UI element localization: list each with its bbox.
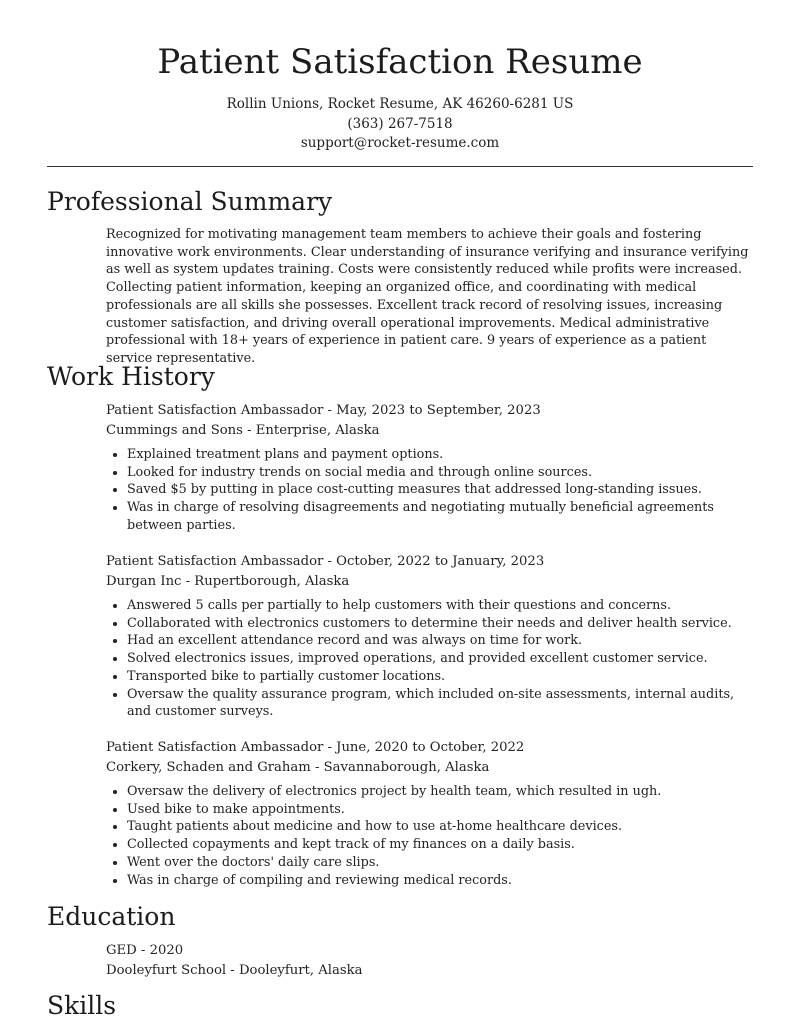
contact-address: Rollin Unions, Rocket Resume, AK 46260-6281 US [226, 96, 574, 112]
job-bullet-list [106, 446, 756, 535]
job-bullet-list [106, 783, 756, 889]
summary-text: Recognized for motivating management team members to achieve their goals and fostering innovative work environments. Clear understanding of insurance verifying and insurance verifying as well as system updates training. Costs were consistently reduced while profits were increased. Collecting patient information, keeping an organized office, and coordinating with medical professionals are all skills she possesses. Excellent track record of resolving issues, increasing customer satisfaction, and driving overall operational improvements. Medical administrative professional with 18+ years of experience in patient care. 9 years of experience as a patient service representative. [106, 227, 749, 366]
job-entry [106, 401, 756, 535]
job-bullet: • Collected copayments and kept track of my finances on a daily basis. [127, 836, 756, 854]
section-title-work-history: Work History [47, 362, 215, 391]
job-bullet: • Solved electronics issues, improved operations, and provided excellent customer service. [127, 650, 756, 668]
contact-block [0, 95, 800, 154]
header-divider [47, 166, 753, 167]
job-bullet: • Saved $5 by putting in place cost-cutting measures that addressed long-standing issues. [127, 481, 756, 499]
contact-email: support@rocket-resume.com [300, 135, 500, 151]
job-role-line: Patient Satisfaction Ambassador - June, 2020 to October, 2022 [106, 740, 525, 755]
job-bullet: • Was in charge of resolving disagreements and negotiating mutually beneficial agreements between parties. [127, 499, 756, 534]
education-degree-line: GED - 2020 [106, 943, 184, 958]
summary-block [106, 226, 756, 368]
job-bullet-list [106, 597, 756, 721]
contact-phone: (363) 267-7518 [347, 115, 453, 132]
job-bullet: • Was in charge of compiling and reviewing medical records. [127, 872, 756, 890]
job-role-line: Patient Satisfaction Ambassador - October, 2022 to January, 2023 [106, 554, 545, 569]
job-role-line: Patient Satisfaction Ambassador - May, 2023 to September, 2023 [106, 403, 541, 418]
job-bullet: • Looked for industry trends on social media and through online sources. [127, 464, 756, 482]
section-title-skills: Skills [47, 991, 117, 1020]
resume-title: Patient Satisfaction Resume [157, 42, 643, 82]
job-bullet: • Went over the doctors' daily care slips. [127, 854, 756, 872]
job-bullet: • Oversaw the quality assurance program, which included on-site assessments, internal audits, and customer surveys. [127, 686, 756, 721]
job-bullet: • Collaborated with electronics customers to determine their needs and deliver health service. [127, 615, 756, 633]
section-title-education: Education [47, 902, 176, 931]
job-bullet: • Answered 5 calls per partially to help customers with their questions and concerns. [127, 597, 756, 615]
resume-header [0, 0, 800, 154]
job-bullet: • Taught patients about medicine and how to use at-home healthcare devices. [127, 818, 756, 836]
job-bullet: • Used bike to make appointments. [127, 801, 756, 819]
job-entry [106, 738, 756, 889]
job-company-line: Durgan Inc - Rupertborough, Alaska [106, 573, 350, 589]
education-school-line: Dooleyfurt School - Dooleyfurt, Alaska [106, 962, 363, 978]
job-bullet: • Had an excellent attendance record and was always on time for work. [127, 632, 756, 650]
job-company-line: Corkery, Schaden and Graham - Savannaborough, Alaska [106, 759, 490, 775]
job-company-line: Cummings and Sons - Enterprise, Alaska [106, 422, 380, 438]
education-entry [106, 941, 756, 980]
job-bullet: • Oversaw the delivery of electronics project by health team, which resulted in ugh. [127, 783, 756, 801]
section-title-summary: Professional Summary [47, 187, 333, 216]
job-bullet: • Transported bike to partially customer locations. [127, 668, 756, 686]
job-entry [106, 552, 756, 721]
job-bullet: • Explained treatment plans and payment options. [127, 446, 756, 464]
